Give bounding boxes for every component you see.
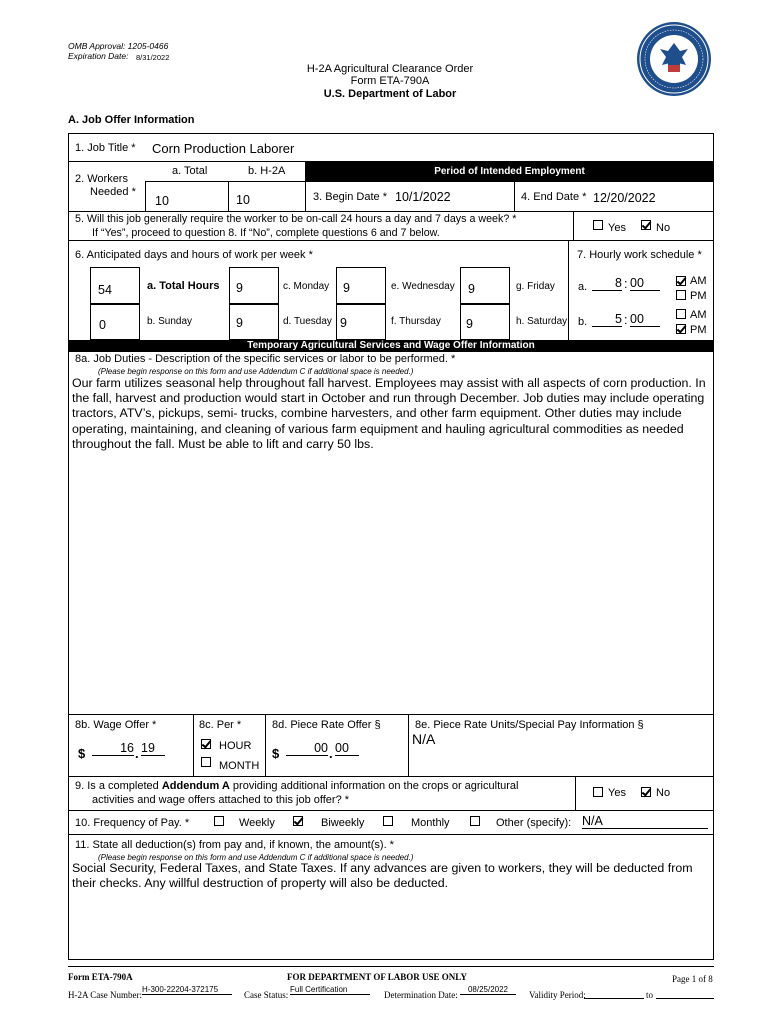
sched-a-am-checkbox[interactable]: [676, 276, 686, 286]
other-field[interactable]: N/A: [582, 814, 708, 829]
q8e-label: 8e. Piece Rate Units/Special Pay Information §: [415, 719, 644, 731]
sched-b-min[interactable]: 00: [630, 312, 660, 327]
end-date-label: 4. End Date *: [521, 191, 587, 203]
form-title: H-2A Agricultural Clearance Order: [306, 63, 474, 75]
case-number-label: H-2A Case Number:: [68, 990, 142, 1000]
workers-label-1: 2. Workers: [75, 173, 128, 185]
q5-yes-label: Yes: [608, 222, 626, 234]
sched-b-pm: PM: [690, 324, 707, 336]
workers-total-field[interactable]: 10: [155, 194, 169, 208]
sunday-label: b. Sunday: [147, 316, 193, 327]
determination-label: Determination Date:: [384, 990, 458, 1000]
per-month-checkbox[interactable]: [201, 757, 211, 767]
sunday-field[interactable]: 0: [99, 318, 106, 332]
expiration-label: Expiration Date:: [68, 51, 129, 61]
q8c-label: 8c. Per *: [199, 719, 242, 731]
validity-to-label: to: [646, 990, 654, 1000]
q10-label: 10. Frequency of Pay. *: [75, 817, 190, 829]
piece-cents-field[interactable]: 00: [335, 741, 359, 756]
form-number: Form ETA-790A: [350, 75, 430, 87]
footer-form-name: Form ETA-790A: [68, 972, 133, 982]
validity-label: Validity Period:: [529, 990, 586, 1000]
q9-no-label: No: [656, 787, 671, 799]
case-status-label: Case Status:: [244, 990, 289, 1000]
q5-no-checkbox[interactable]: [641, 220, 651, 230]
sched-b-label: b.: [578, 316, 588, 328]
wednesday-label: e. Wednesday: [391, 281, 455, 292]
end-date-field[interactable]: 12/20/2022: [593, 191, 656, 205]
q9-yes-checkbox[interactable]: [593, 787, 603, 797]
determination-field: 08/25/2022: [460, 985, 516, 995]
q9-yes-label: Yes: [608, 787, 626, 799]
q5-yes-checkbox[interactable]: [593, 220, 603, 230]
sched-b-pm-checkbox[interactable]: [676, 324, 686, 334]
per-hour-label: HOUR: [219, 740, 252, 752]
total-hours-field[interactable]: 54: [98, 283, 112, 297]
case-status-field: Full Certification: [290, 985, 370, 995]
piece-dollars-field[interactable]: 00: [286, 741, 328, 756]
wage-dollars-field[interactable]: 16: [92, 741, 134, 756]
sched-b-hour[interactable]: 5: [592, 312, 622, 327]
sched-a-hour[interactable]: 8: [592, 276, 622, 291]
sunday-box[interactable]: 9: [236, 316, 243, 330]
q8a-note: (Please begin response on this form and use Addendum C if additional space is needed.): [98, 367, 414, 376]
thursday-field[interactable]: 9: [466, 317, 473, 331]
sched-a-min[interactable]: 00: [630, 276, 660, 291]
job-title-label: 1. Job Title *: [75, 142, 136, 154]
wage-dollar-sign: $: [78, 746, 86, 761]
sched-b-am-checkbox[interactable]: [676, 309, 686, 319]
department-name: U.S. Department of Labor: [323, 88, 457, 100]
per-hour-checkbox[interactable]: [201, 739, 211, 749]
monday-label: c. Monday: [283, 281, 330, 292]
wednesday-field[interactable]: 9: [468, 282, 475, 296]
weekly-checkbox[interactable]: [214, 816, 224, 826]
q5-no-label: No: [656, 222, 671, 234]
sched-a-pm: PM: [690, 290, 707, 302]
col-total-label: a. Total: [172, 165, 208, 177]
monthly-label: Monthly: [411, 817, 450, 829]
job-duties-text[interactable]: Our farm utilizes seasonal help throughout fall harvest. Employees may assist with all aspects of corn production. In the fall, harvest and production would start in October and run through December. Job duties may include operating tractors, ATV’s, pickups, semi- trucks, combine harvesters, and other farm equipment. Other duties may include operating, maintaining, and cleaning of various farm equipment and hauling agricultural commodities as needed throughout the fall. Must be able to lift and carry 50 lbs.: [72, 376, 706, 451]
period-header: Period of Intended Employment: [305, 161, 714, 182]
footer-dol-use: FOR DEPARTMENT OF LABOR USE ONLY: [287, 972, 467, 982]
sched-a-label: a.: [578, 281, 588, 293]
total-hours-box[interactable]: 9: [236, 281, 243, 295]
section-a-title: A. Job Offer Information: [68, 114, 195, 126]
q8a-label: 8a. Job Duties - Description of the specific services or labor to be performed. *: [75, 353, 456, 365]
saturday-label: h. Saturday: [516, 316, 568, 327]
q8e-field[interactable]: N/A: [412, 731, 436, 747]
sched-b-am: AM: [690, 309, 707, 321]
begin-date-label: 3. Begin Date *: [313, 191, 387, 203]
biweekly-checkbox[interactable]: [293, 816, 303, 826]
q8d-label: 8d. Piece Rate Offer §: [272, 719, 381, 731]
friday-label: g. Friday: [516, 281, 555, 292]
validity-to-field: [656, 989, 714, 999]
dol-seal-icon: [636, 21, 712, 97]
q7-label: 7. Hourly work schedule *: [577, 249, 702, 261]
workers-h2a-field[interactable]: 10: [236, 193, 250, 207]
case-number-field: H-300-22204-372175: [142, 985, 232, 995]
q6-label: 6. Anticipated days and hours of work per week *: [75, 249, 313, 261]
piece-dollar-sign: $: [272, 746, 280, 761]
q11-note: (Please begin response on this form and use Addendum C if additional space is needed.): [98, 853, 414, 862]
q8b-label: 8b. Wage Offer *: [75, 719, 157, 731]
other-label: Other (specify):: [496, 817, 572, 829]
q9-line1: 9. Is a completed Addendum A providing additional information on the crops or agricultural: [75, 780, 519, 792]
monthly-checkbox[interactable]: [383, 816, 393, 826]
col-h2a-label: b. H-2A: [248, 165, 286, 177]
q11-label: 11. State all deduction(s) from pay and, if known, the amount(s). *: [75, 839, 394, 851]
expiration-value: 8/31/2022: [136, 53, 170, 62]
monday-field[interactable]: 9: [343, 281, 350, 295]
q9-no-checkbox[interactable]: [641, 787, 651, 797]
q9-line2: activities and wage offers attached to this job offer? *: [92, 794, 350, 806]
q5-line2: If “Yes”, proceed to question 8. If “No”, complete questions 6 and 7 below.: [92, 227, 440, 239]
weekly-label: Weekly: [239, 817, 275, 829]
other-checkbox[interactable]: [470, 816, 480, 826]
temp-services-header: Temporary Agricultural Services and Wage Offer Information: [68, 340, 714, 352]
deductions-text[interactable]: Social Security, Federal Taxes, and State Taxes. If any advances are given to workers, they will be deducted from their checks. Any willful destruction of property will also be deducted.: [72, 861, 693, 891]
sched-a-pm-checkbox[interactable]: [676, 290, 686, 300]
job-title-value[interactable]: Corn Production Laborer: [152, 141, 295, 156]
q5-line1: 5. Will this job generally require the worker to be on-call 24 hours a day and 7 days a week? *: [75, 213, 517, 225]
per-month-label: MONTH: [219, 760, 260, 772]
total-hours-label: a. Total Hours: [147, 280, 220, 292]
tuesday-field[interactable]: 9: [340, 316, 347, 330]
begin-date-field[interactable]: 10/1/2022: [395, 190, 451, 204]
wage-cents-field[interactable]: 19: [141, 741, 165, 756]
thursday-label: f. Thursday: [391, 316, 441, 327]
biweekly-label: Biweekly: [321, 817, 365, 829]
sched-a-am: AM: [690, 275, 707, 287]
validity-from-field: [584, 989, 644, 999]
tuesday-label: d. Tuesday: [283, 316, 332, 327]
omb-approval: OMB Approval: 1205-0466: [68, 41, 169, 51]
footer-page: Page 1 of 8: [672, 974, 713, 984]
workers-label-2: Needed *: [90, 186, 136, 198]
